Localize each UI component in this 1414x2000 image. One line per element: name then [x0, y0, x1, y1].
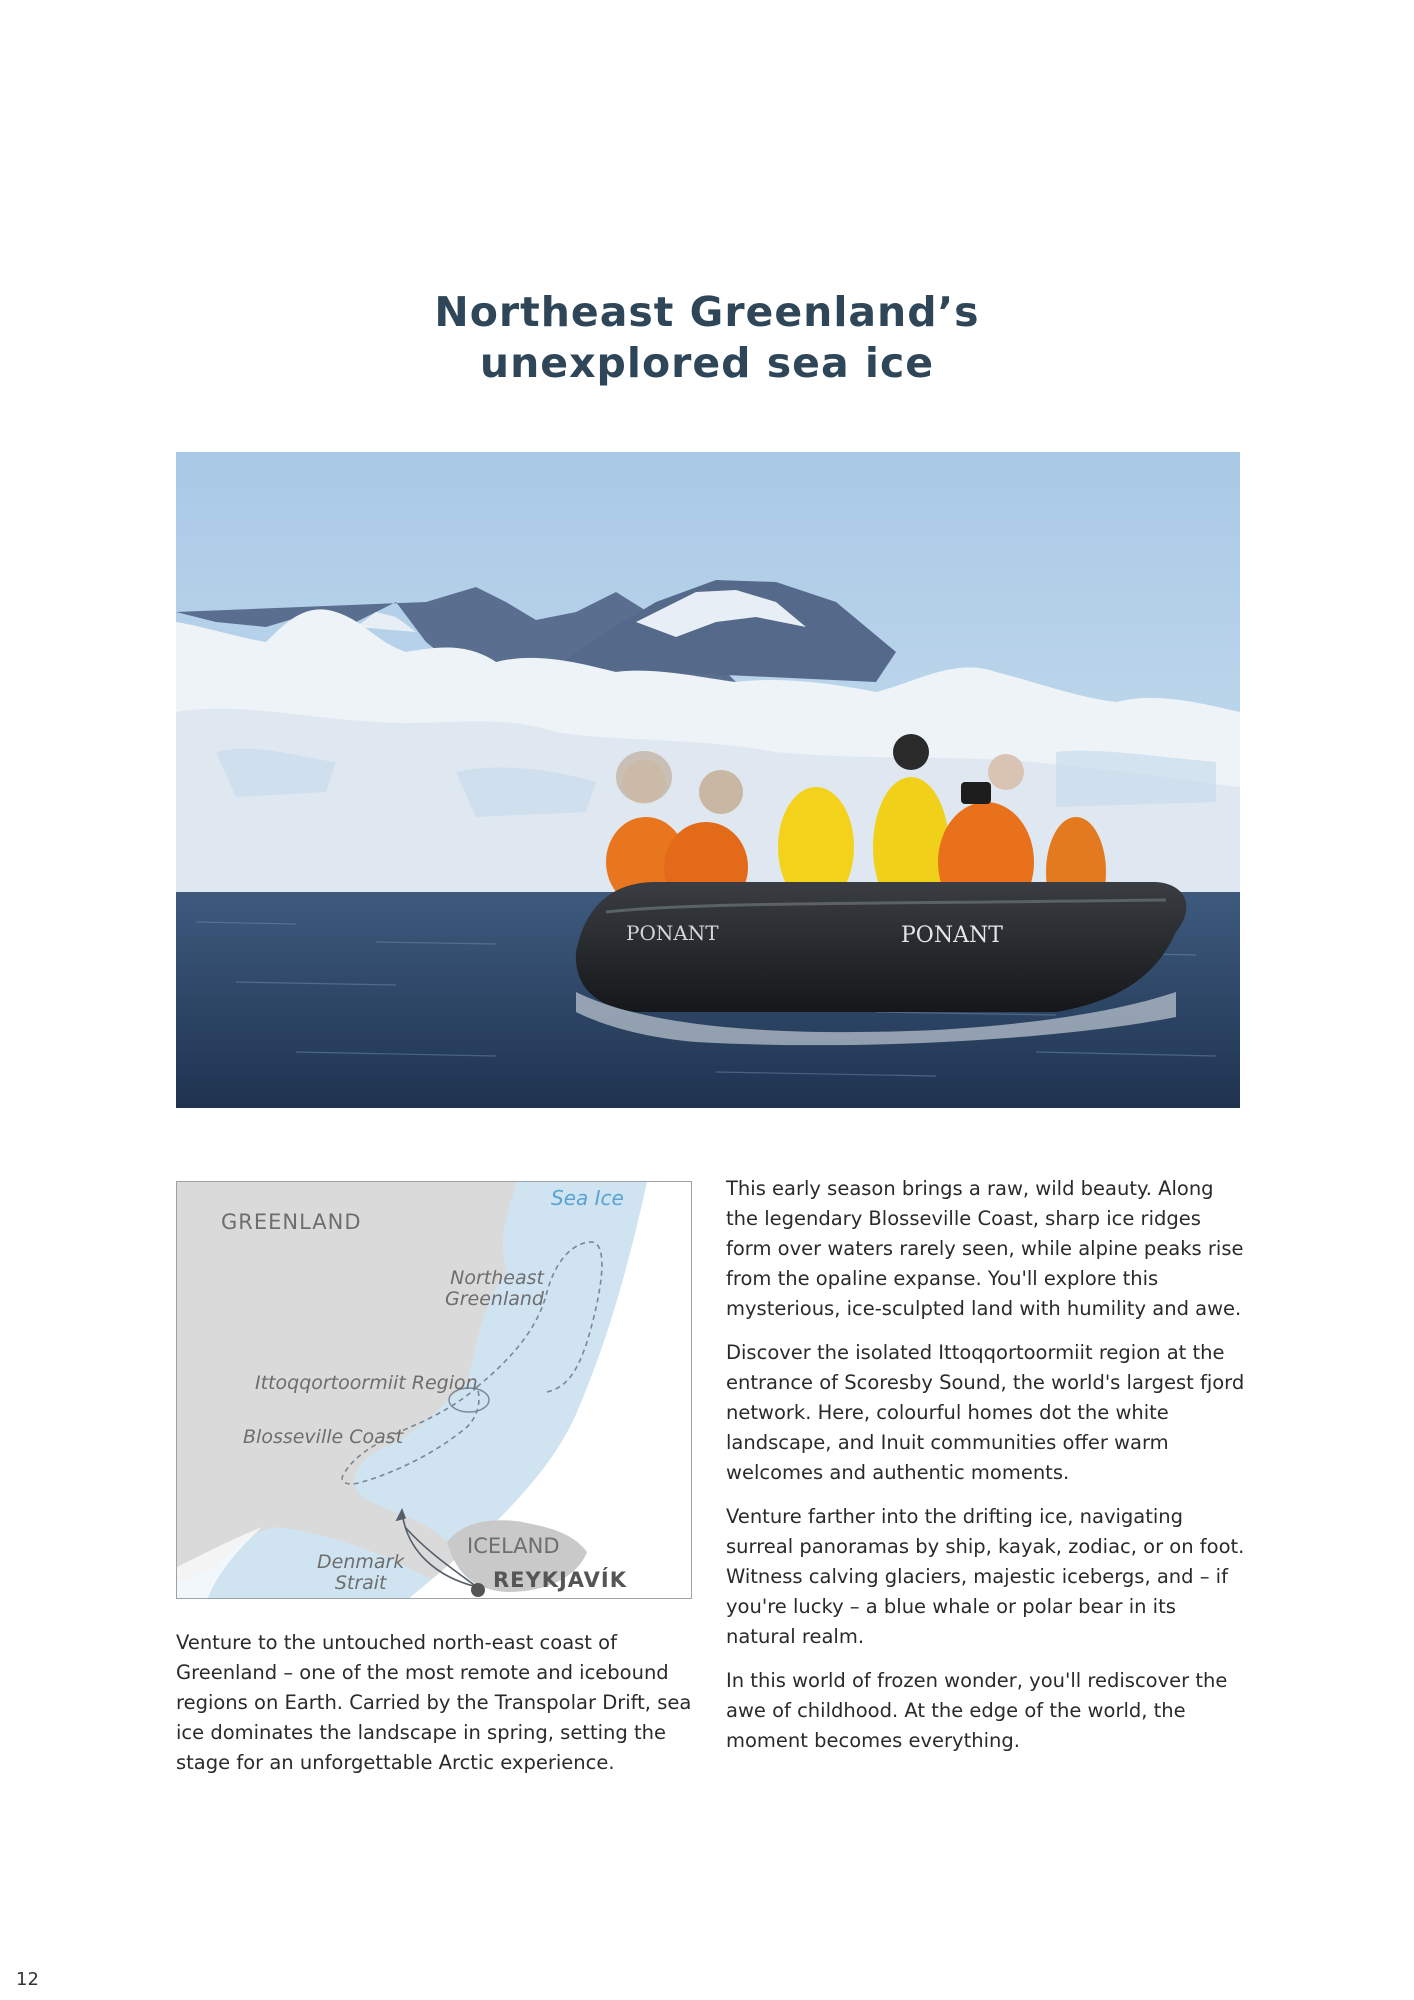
map-label-sea-ice: Sea Ice — [551, 1186, 624, 1210]
intro-text-column — [176, 1628, 716, 1792]
map-label-iceland: ICELAND — [467, 1534, 560, 1558]
zodiac-photo-illustration — [176, 452, 1240, 1108]
body-paragraph-1: This early season brings a raw, wild beauty. Along the legendary Blosseville Coast, sharp ice ridges form over waters rarely seen, while alpine peaks rise from the opaline expanse. You'll explore this mysterious, ice-sculpted land with humility and awe. — [726, 1177, 1244, 1320]
intro-paragraph: Venture to the untouched north-east coast of Greenland – one of the most remote and icebound regions on Earth. Carried by the Transpolar Drift, sea ice dominates the landscape in spring, setting the stage for an unforgettable Arctic experience. — [176, 1631, 692, 1774]
page-title-line-1: Northeast Greenland’s — [434, 288, 980, 336]
page-number: 12 — [16, 1969, 39, 1990]
map-label-northeast-line-2: Greenland — [445, 1288, 544, 1310]
body-paragraph-2: Discover the isolated Ittoqqortoormiit region at the entrance of Scoresby Sound, the world's largest fjord network. Here, colourful homes dot the white landscape, and Inuit communities offer warm welcomes and authentic moments. — [726, 1341, 1245, 1484]
body-paragraph-4: In this world of frozen wonder, you'll rediscover the awe of childhood. At the edge of the world, the moment becomes everything. — [726, 1669, 1228, 1752]
page-title-line-2: unexplored sea ice — [479, 339, 935, 387]
hero-photo-zodiac-sea-ice — [176, 452, 1240, 1108]
map-label-greenland: GREENLAND — [221, 1210, 362, 1234]
map-label-denmark-line-1: Denmark — [317, 1551, 405, 1573]
route-map — [176, 1181, 692, 1599]
body-paragraph-3: Venture farther into the drifting ice, navigating surreal panoramas by ship, kayak, zodiac, or on foot. Witness calving glaciers, majestic icebergs, and – if you're lucky – a blue whale or polar bear in its natural realm. — [726, 1505, 1245, 1648]
body-text-column — [726, 1174, 1246, 1770]
map-label-ittoqqortoormiit: Ittoqqortoormiit Region — [255, 1372, 478, 1394]
boat-brand-label-2: PONANT — [901, 923, 1003, 948]
map-label-denmark-strait — [317, 1552, 404, 1594]
map-label-northeast-line-1: Northeast — [450, 1267, 544, 1289]
map-label-northeast-greenland — [445, 1268, 544, 1310]
map-label-denmark-line-2: Strait — [334, 1572, 387, 1594]
boat-brand-label-1: PONANT — [626, 921, 719, 945]
map-label-blosseville-coast: Blosseville Coast — [243, 1426, 404, 1448]
page-title — [0, 287, 1414, 389]
map-label-reykjavik: REYKJAVÍK — [493, 1568, 627, 1592]
